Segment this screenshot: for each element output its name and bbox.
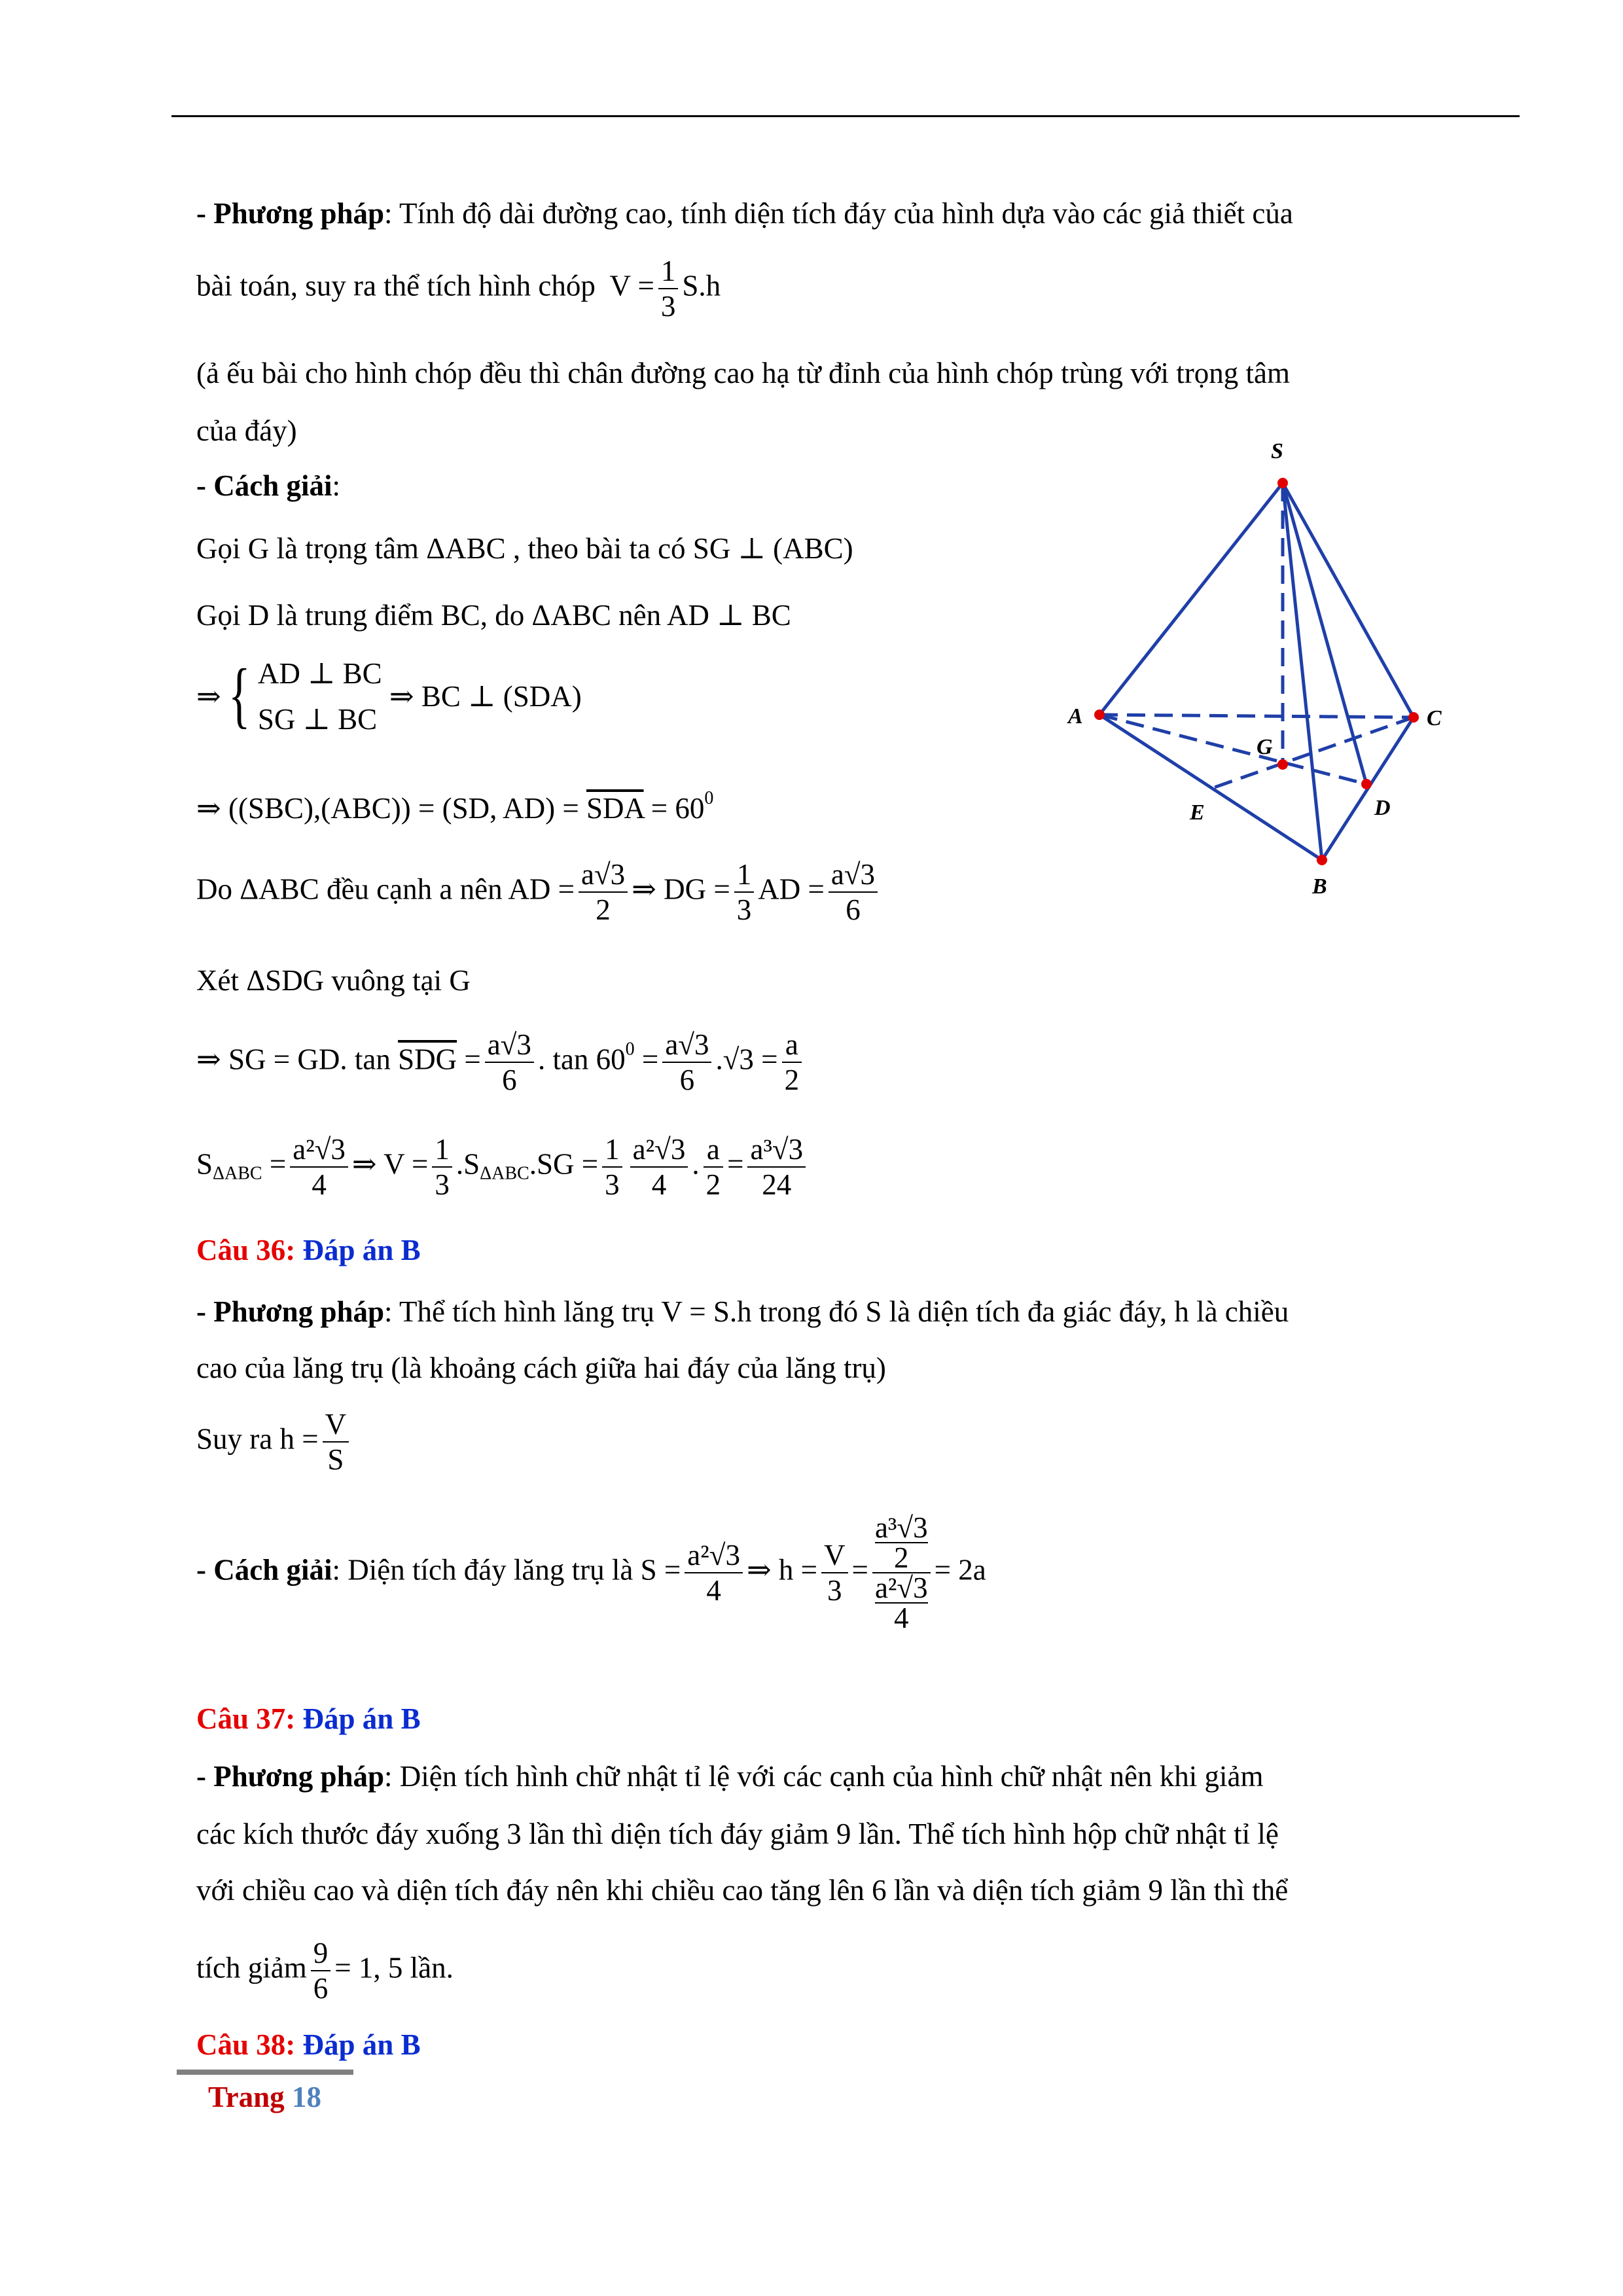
triangle-sdg-line: Xét ΔSDG vuông tại G (196, 964, 471, 997)
q37-line-4: tích giảm $\frac{9}{6}$ = 1, 5 lần. (196, 1937, 454, 2005)
q37-line-2: các kích thước đáy xuống 3 lần thì diện tích đáy giảm 9 lần. Thể tích hình hộp chữ nhật tỉ lệ (196, 1818, 1279, 1850)
footer-bar (177, 2070, 353, 2075)
point-A (1094, 709, 1105, 720)
label-D: D (1374, 796, 1391, 820)
q38-heading: Câu 38: Đáp án B (196, 2028, 421, 2061)
point-B (1317, 855, 1327, 865)
pyramid-figure (1060, 432, 1466, 903)
line-centroid: Gọi G là trọng tâm ΔABC , theo bài ta có SG ⊥ (ABC) (196, 532, 853, 565)
note-line-1: (ả ếu bài cho hình chóp đều thì chân đường cao hạ từ đỉnh của hình chóp trùng với trọng tâm (196, 357, 1290, 389)
point-C (1408, 712, 1419, 723)
method-line-2: bài toán, suy ra thể tích hình chóp V = $\frac{1}{3}$ S.h (196, 255, 721, 323)
sg-line: ⇒ SG = GD. $\tan \overline{SDG}$ = $\frac{a√3}{6}$ . $\tan 60^0$ = $\frac{a√3}{6}$ .√3 = $\frac{a}{2}$ (196, 1028, 806, 1097)
line-midpoint: Gọi D là trung điểm BC, do ΔABC nên AD ⊥ BC (196, 599, 791, 632)
left-brace: { (228, 655, 251, 736)
volume-line: $S_{\Delta ABC}$ = $\frac{\text{a²√3}}{4}$ ⇒ V = $\frac{1}{3}$ $.S_{\Delta ABC}.SG$ = $\frac{1}{3}$ $\frac{\text{a²√3}}{4}$ . $\frac{a}{2}$ = $\frac{\text{a³√3}}{24}$ (196, 1132, 810, 1202)
label-E: E (1190, 800, 1205, 825)
angle-line: ⇒ ((SBC),(ABC)) = (SD, $AD) = \overline{SDA} = 60^0$ (196, 788, 714, 825)
note-line-2: của đáy) (196, 414, 297, 447)
label-G: G (1257, 735, 1273, 759)
label-C: C (1427, 706, 1442, 730)
point-G (1277, 759, 1288, 770)
edge-AB (1099, 715, 1322, 860)
compound-fraction: a³√3 2 a²√3 4 (872, 1513, 931, 1632)
edge-AC (1099, 715, 1414, 717)
point-S (1277, 478, 1288, 488)
edge-SA (1099, 483, 1283, 715)
q36-h-formula: Suy ra h = $\frac{V}{S}$ (196, 1407, 353, 1477)
q36-method-1: - Phương pháp: Thể tích hình lăng trụ V = S.h trong đó S là diện tích đa giác đáy, h là chiều (196, 1295, 1289, 1328)
header-rule (171, 115, 1520, 117)
system-equations: ⇒ { AD ⊥ BC SG ⊥ BC ⇒ BC ⊥ (SDA) (196, 655, 582, 736)
q37-line-3: với chiều cao và diện tích đáy nên khi chiều cao tăng lên 6 lần và diện tích giảm 9 lần thì thể (196, 1874, 1289, 1907)
q37-line-1: - Phương pháp: Diện tích hình chữ nhật tỉ lệ với các cạnh của hình chữ nhật nên khi giảm (196, 1760, 1264, 1793)
point-D (1361, 779, 1372, 789)
q36-heading: Câu 36: Đáp án B (196, 1234, 421, 1266)
label-A: A (1068, 704, 1083, 728)
label-B: B (1312, 874, 1327, 899)
method-line-1: - Phương pháp: Tính độ dài đường cao, tính diện tích đáy của hình dựa vào các giả thiết của (196, 197, 1293, 230)
q36-solution: - Cách giải: Diện tích đáy lăng trụ là S = $\frac{\text{a²√3}}{4}$ ⇒ h = $\frac{V}{3}$ = a³√3 2 a²√3 4 = 2a (196, 1511, 986, 1634)
method-label: - Phương pháp (196, 197, 385, 230)
q36-method-2: cao của lăng trụ (là khoảng cách giữa hai đáy của lăng trụ) (196, 1352, 886, 1384)
ad-dg-line: Do ΔABC đều cạnh a nên AD = $\frac{a√3}{2}$ ⇒ DG = $\frac{1}{3}$ AD = $\frac{a√3}{6}$ (196, 857, 882, 927)
page-number: Trang 18 (208, 2081, 321, 2113)
fraction-one-third: $\frac{1}{3}$ (658, 254, 679, 323)
label-S: S (1271, 439, 1283, 463)
solution-heading: - Cách giải: (196, 469, 341, 502)
q37-heading: Câu 37: Đáp án B (196, 1702, 421, 1735)
